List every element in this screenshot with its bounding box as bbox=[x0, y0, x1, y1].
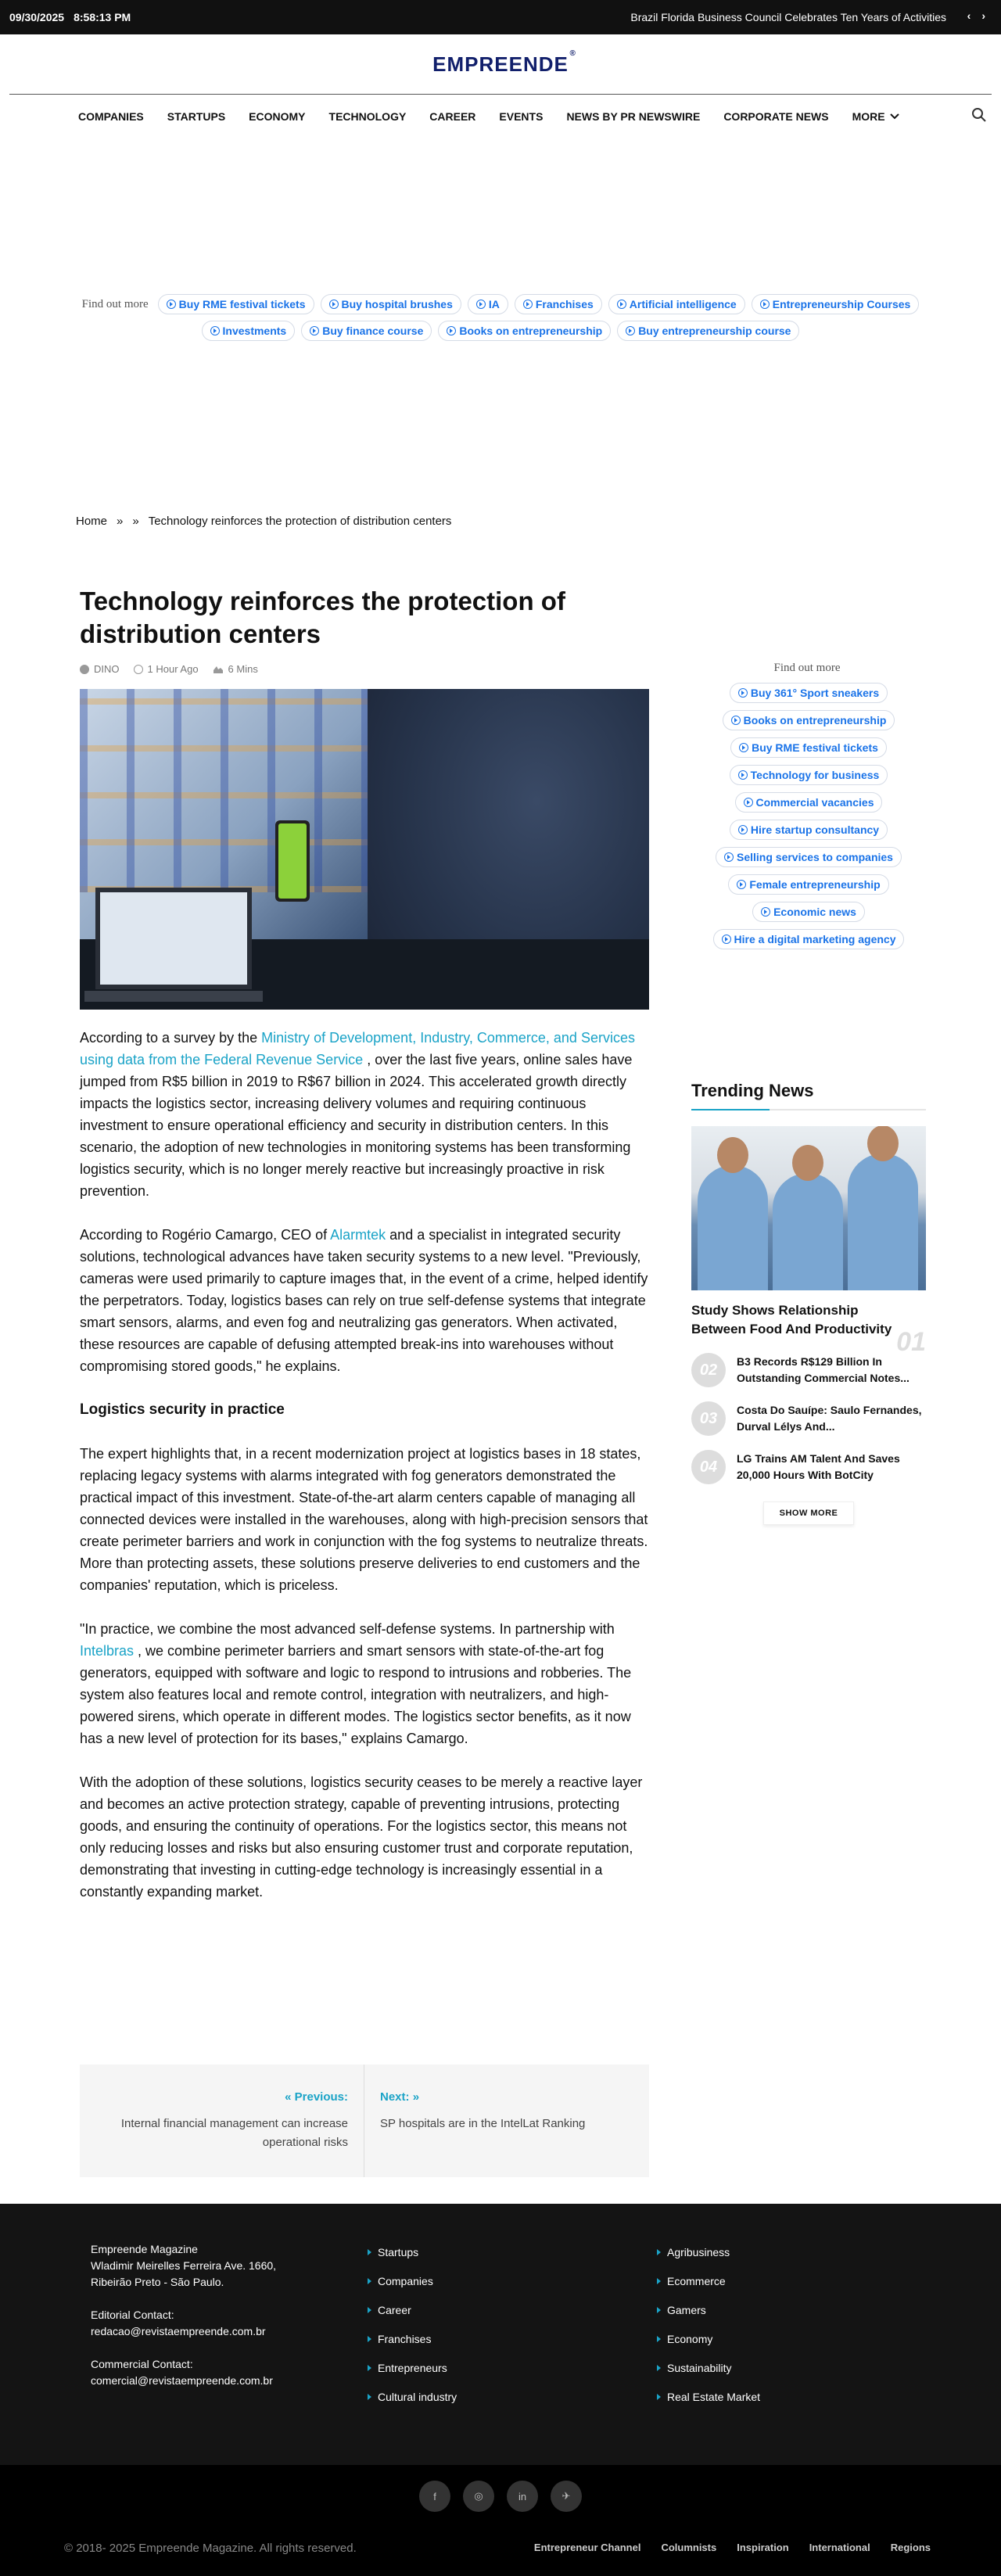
article bbox=[80, 585, 649, 1925]
footer-links-column bbox=[657, 2246, 760, 2420]
sidebar-pill[interactable] bbox=[730, 820, 888, 840]
play-circle-icon bbox=[738, 825, 748, 834]
footer-bottom-link[interactable]: Columnists bbox=[661, 2542, 717, 2553]
pill-label: Economic news bbox=[773, 906, 856, 918]
footer-link[interactable] bbox=[368, 2333, 457, 2345]
paragraph: With the adoption of these solutions, logistics security ceases to be merely a reactive layer and becomes an active protection strategy, capable of preventing intrusions, protecting goods, and ensuring the continuity of operations. For the logistics sector, this means not only reducing losses and risks but also ensuring customer trust and corporate reputation, demonstrating that investing in cutting-edge technology is increasingly essential in a constantly expanding market. bbox=[80, 1774, 643, 1900]
logo-text: EMPREENDE bbox=[432, 52, 569, 76]
find-more-pill[interactable] bbox=[608, 294, 745, 314]
sidebar-pill[interactable] bbox=[723, 710, 895, 730]
sidebar-pill[interactable] bbox=[730, 683, 888, 703]
trending-featured[interactable] bbox=[691, 1301, 926, 1357]
site-header bbox=[0, 34, 1001, 94]
caret-right-icon bbox=[368, 2278, 371, 2284]
trending-item[interactable] bbox=[691, 1450, 926, 1484]
pill-label: Buy finance course bbox=[322, 325, 424, 337]
pill-label: Investments bbox=[222, 325, 287, 337]
find-more-pill[interactable] bbox=[617, 321, 799, 341]
footer-address-line: Ribeirão Preto - São Paulo. bbox=[91, 2276, 224, 2288]
article-author[interactable]: DINO bbox=[94, 663, 120, 675]
commercial-email[interactable]: comercial@revistaempreende.com.br bbox=[91, 2374, 273, 2387]
nav-more[interactable] bbox=[852, 110, 899, 123]
telegram-icon[interactable]: ✈ bbox=[551, 2481, 582, 2512]
play-circle-icon bbox=[737, 880, 746, 889]
footer-link-label: Franchises bbox=[378, 2333, 432, 2345]
pill-label: Buy hospital brushes bbox=[341, 298, 453, 310]
footer-link[interactable] bbox=[657, 2246, 760, 2258]
warehouse-shelves bbox=[80, 689, 408, 892]
next-post[interactable] bbox=[364, 2065, 649, 2177]
section-heading: Logistics security in practice bbox=[80, 1401, 285, 1418]
text: , over the last five years, online sales have jumped from R$5 billion in 2019 to R$67 billion in 2024. This accelerated growth directly impacts the logistics sector, increasing delivery volumes and requiring continuous investment to ensure operational efficiency and security in distribution centers. In this scenario, the adoption of new technologies in monitoring systems has been transforming logistics security, which is no longer merely reactive but increasingly proactive in risk prevention. bbox=[80, 1052, 633, 1199]
double-chevron-left-icon: « bbox=[285, 2090, 292, 2104]
footer-link[interactable] bbox=[657, 2391, 760, 2403]
bottom-bar bbox=[0, 2465, 1001, 2576]
sidebar-pill[interactable] bbox=[713, 929, 905, 949]
chevron-down-icon bbox=[890, 113, 899, 120]
footer-link-label: Entrepreneurs bbox=[378, 2362, 447, 2374]
caret-right-icon bbox=[368, 2394, 371, 2400]
site-footer bbox=[0, 2204, 1001, 2465]
caret-right-icon bbox=[657, 2394, 661, 2400]
ministry-link[interactable]: Ministry of Development, Industry, Commerce, and Services using data from the Federal Revenue Service bbox=[80, 1030, 635, 1067]
play-circle-icon bbox=[761, 907, 770, 917]
sidebar-pill[interactable] bbox=[730, 737, 887, 758]
article-title: Technology reinforces the protection of distribution centers bbox=[80, 587, 565, 648]
find-more-pill[interactable] bbox=[301, 321, 432, 341]
sidebar-find-out-more bbox=[691, 662, 926, 956]
top-bar bbox=[0, 0, 1001, 34]
sidebar-pill[interactable] bbox=[752, 902, 865, 922]
commercial-contact-label: Commercial Contact: bbox=[91, 2358, 193, 2370]
play-circle-icon bbox=[329, 300, 339, 309]
footer-link[interactable] bbox=[368, 2246, 457, 2258]
editorial-email[interactable]: redacao@revistaempreende.com.br bbox=[91, 2325, 266, 2337]
user-icon bbox=[80, 665, 89, 674]
pill-label: Buy RME festival tickets bbox=[752, 741, 878, 754]
post-navigation bbox=[80, 2065, 649, 2177]
trending-item-title: B3 Records R$129 Billion In Outstanding Commercial Notes... bbox=[737, 1355, 910, 1384]
pill-label: Female entrepreneurship bbox=[749, 878, 881, 891]
article-read-time: 6 Mins bbox=[228, 663, 258, 675]
person-figure bbox=[848, 1153, 918, 1290]
footer-link-label: Career bbox=[378, 2304, 411, 2316]
breadcrumb bbox=[76, 515, 451, 528]
ticker-prev-icon[interactable]: ‹ bbox=[967, 9, 971, 22]
find-out-more-label: Find out more bbox=[773, 662, 841, 674]
next-post-title: SP hospitals are in the IntelLat Ranking bbox=[380, 2117, 586, 2130]
caret-right-icon bbox=[657, 2336, 661, 2342]
previous-post[interactable] bbox=[80, 2065, 364, 2177]
footer-link[interactable] bbox=[657, 2362, 760, 2374]
play-circle-icon bbox=[744, 798, 753, 807]
play-circle-icon bbox=[523, 300, 533, 309]
nav-more-label: MORE bbox=[852, 110, 885, 123]
pill-label: Hire a digital marketing agency bbox=[734, 933, 896, 945]
nav-item-pr-newswire[interactable]: NEWS BY PR NEWSWIRE bbox=[566, 110, 701, 123]
footer-bottom-link[interactable]: Regions bbox=[890, 2542, 931, 2553]
play-circle-icon bbox=[310, 326, 319, 335]
footer-bottom-links bbox=[534, 2542, 931, 2553]
pill-label: Commercial vacancies bbox=[755, 796, 874, 809]
play-circle-icon bbox=[476, 300, 486, 309]
footer-bottom-link[interactable]: International bbox=[809, 2542, 870, 2553]
footer-address-line: Wladimir Meirelles Ferreira Ave. 1660, bbox=[91, 2259, 277, 2272]
text: , we combine perimeter barriers and smart sensors with state-of-the-art fog generators, equipped with software and logic to respond to intrusions and robberies. The system also features local and remote control, integration with neutralizers, and high-powered sirens, which operate in different modes. The logistics sector benefits, as it now has a new level of protection for its bases," explains Camargo. bbox=[80, 1643, 632, 1746]
clock-icon bbox=[134, 665, 143, 674]
pill-label: Buy 361° Sport sneakers bbox=[750, 687, 880, 699]
nav-item-startups[interactable]: STARTUPS bbox=[167, 110, 226, 123]
play-circle-icon bbox=[724, 852, 734, 862]
pill-label: Franchises bbox=[535, 298, 594, 310]
trending-item-title: Costa Do Sauípe: Saulo Fernandes, Durval Lélys And... bbox=[737, 1404, 922, 1433]
find-more-pill[interactable] bbox=[202, 321, 296, 341]
text: "In practice, we combine the most advanced self-defense systems. In partnership with bbox=[80, 1621, 615, 1637]
article-meta bbox=[80, 663, 649, 675]
play-circle-icon bbox=[447, 326, 456, 335]
find-more-pill[interactable] bbox=[438, 321, 611, 341]
social-links bbox=[0, 2481, 1001, 2512]
footer-link-label: Economy bbox=[667, 2333, 713, 2345]
text: According to a survey by the bbox=[80, 1030, 262, 1046]
pill-label: Buy entrepreneurship course bbox=[638, 325, 791, 337]
next-label: Next: bbox=[380, 2090, 410, 2104]
sidebar-pill[interactable] bbox=[728, 874, 888, 895]
editorial-contact-label: Editorial Contact: bbox=[91, 2309, 174, 2321]
footer-link-label: Cultural industry bbox=[378, 2391, 457, 2403]
article-body bbox=[80, 1027, 649, 1903]
trending-featured-title: Study Shows Relationship Between Food And Productivity bbox=[691, 1303, 892, 1336]
breadcrumb-home[interactable]: Home bbox=[76, 515, 108, 528]
play-circle-icon bbox=[617, 300, 626, 309]
trending-news bbox=[691, 1081, 926, 1525]
intelbras-link[interactable]: Intelbras bbox=[80, 1643, 135, 1659]
footer-contact bbox=[91, 2241, 276, 2389]
find-out-more-top bbox=[0, 294, 1001, 347]
reading-icon bbox=[213, 665, 224, 674]
pill-label: Books on entrepreneurship bbox=[459, 325, 603, 337]
previous-post-title: Internal financial management can increase operational risks bbox=[120, 2117, 348, 2149]
paragraph: The expert highlights that, in a recent modernization project at logistics bases in 18 states, replacing legacy systems with alarms integrated with fog generators demonstrated the practical impact of this investment. State-of-the-art alarm centers capable of managing all connected devices were installed in the warehouses, along with high-precision sensors that create perimeter barriers and work in conjunction with the fog systems to neutralize threats. More than protecting assets, these solutions preserve deliveries to end customers and the companies' reputation, which is priceless. bbox=[80, 1446, 648, 1593]
footer-link[interactable] bbox=[368, 2391, 457, 2403]
trending-item[interactable] bbox=[691, 1401, 926, 1436]
pill-label: Buy RME festival tickets bbox=[178, 298, 306, 310]
footer-link[interactable] bbox=[368, 2304, 457, 2316]
trending-rank: 01 bbox=[896, 1327, 926, 1357]
trending-item-title: LG Trains AM Talent And Saves 20,000 Hours With BotCity bbox=[737, 1452, 900, 1481]
trending-heading: Trending News bbox=[691, 1081, 926, 1110]
current-date: 09/30/2025 bbox=[9, 11, 65, 23]
caret-right-icon bbox=[657, 2278, 661, 2284]
pill-label: Hire startup consultancy bbox=[750, 823, 880, 836]
breadcrumb-separator: » bbox=[132, 515, 139, 528]
play-circle-icon bbox=[739, 743, 748, 752]
footer-link[interactable] bbox=[657, 2333, 760, 2345]
caret-right-icon bbox=[368, 2365, 371, 2371]
text: According to Rogério Camargo, CEO of bbox=[80, 1227, 331, 1243]
logo-mark: ® bbox=[569, 48, 576, 58]
trending-rank: 04 bbox=[691, 1450, 726, 1484]
footer-link[interactable] bbox=[657, 2275, 760, 2287]
breadcrumb-separator: » bbox=[117, 515, 124, 528]
person-figure bbox=[773, 1173, 843, 1290]
find-more-pill[interactable] bbox=[752, 294, 920, 314]
text: and a specialist in integrated security solutions, technological advances have taken security systems to a new level. "Previously, cameras were used primarily to capture images that, in the event of a crime, helped identify the perpetrators. Today, logistics bases can rely on true self-defense systems that integrate smart sensors, alarms, and even fog and neutralizing gas generators. When activated, these resources are capable of defusing attempted break-ins into warehouses without compromising stored goods," he explains. bbox=[80, 1227, 648, 1374]
footer-link-label: Real Estate Market bbox=[667, 2391, 761, 2403]
caret-right-icon bbox=[368, 2307, 371, 2313]
paragraph bbox=[80, 1618, 649, 1749]
nav-item-career[interactable]: CAREER bbox=[429, 110, 476, 123]
play-circle-icon bbox=[722, 935, 731, 944]
caret-right-icon bbox=[368, 2336, 371, 2342]
caret-right-icon bbox=[368, 2249, 371, 2255]
footer-link-label: Agribusiness bbox=[667, 2246, 730, 2258]
trending-item[interactable] bbox=[691, 1353, 926, 1387]
pill-label: Technology for business bbox=[750, 769, 880, 781]
play-circle-icon bbox=[738, 770, 748, 780]
footer-link-label: Startups bbox=[378, 2246, 419, 2258]
nav-item-events[interactable]: EVENTS bbox=[499, 110, 544, 123]
instagram-icon[interactable]: ◎ bbox=[463, 2481, 494, 2512]
pill-label: Selling services to companies bbox=[737, 851, 893, 863]
play-circle-icon bbox=[167, 300, 176, 309]
article-time: 1 Hour Ago bbox=[147, 663, 199, 675]
find-more-pill[interactable] bbox=[468, 294, 508, 314]
footer-link[interactable] bbox=[368, 2362, 457, 2374]
news-ticker[interactable]: Brazil Florida Business Council Celebrates Ten Years of Activities bbox=[630, 11, 946, 23]
show-more-button[interactable]: SHOW MORE bbox=[763, 1501, 854, 1525]
footer-link-label: Companies bbox=[378, 2275, 433, 2287]
footer-link[interactable] bbox=[368, 2275, 457, 2287]
footer-bottom-link[interactable]: Inspiration bbox=[737, 2542, 789, 2553]
alarmtek-link[interactable]: Alarmtek bbox=[330, 1227, 386, 1243]
site-logo[interactable] bbox=[432, 48, 576, 77]
person-figure bbox=[698, 1165, 768, 1290]
footer-link-label: Ecommerce bbox=[667, 2275, 726, 2287]
linkedin-icon[interactable]: in bbox=[507, 2481, 538, 2512]
pill-label: IA bbox=[488, 298, 500, 310]
find-more-pill[interactable] bbox=[321, 294, 461, 314]
caret-right-icon bbox=[657, 2307, 661, 2313]
nav-item-economy[interactable]: ECONOMY bbox=[249, 110, 306, 123]
pill-label: Artificial intelligence bbox=[629, 298, 737, 310]
main-nav bbox=[0, 95, 1001, 138]
smartphone bbox=[275, 820, 310, 902]
footer-link-label: Sustainability bbox=[667, 2362, 732, 2374]
pill-label: Entrepreneurship Courses bbox=[772, 298, 911, 310]
play-circle-icon bbox=[760, 300, 770, 309]
phone-screen bbox=[278, 823, 307, 899]
play-circle-icon bbox=[738, 688, 748, 698]
footer-link-label: Gamers bbox=[667, 2304, 706, 2316]
play-circle-icon bbox=[210, 326, 220, 335]
nav-item-companies[interactable]: COMPANIES bbox=[78, 110, 144, 123]
paragraph bbox=[80, 1027, 649, 1202]
double-chevron-right-icon: » bbox=[412, 2090, 420, 2104]
search-icon[interactable] bbox=[971, 107, 987, 123]
footer-company-name: Empreende Magazine bbox=[91, 2243, 198, 2255]
nav-item-corporate-news[interactable]: CORPORATE NEWS bbox=[723, 110, 829, 123]
facebook-icon[interactable]: f bbox=[419, 2481, 450, 2512]
find-more-pill[interactable] bbox=[515, 294, 602, 314]
caret-right-icon bbox=[657, 2249, 661, 2255]
footer-link[interactable] bbox=[657, 2304, 760, 2316]
nav-item-technology[interactable]: TECHNOLOGY bbox=[328, 110, 407, 123]
previous-label: Previous: bbox=[294, 2090, 348, 2104]
sidebar-pill[interactable] bbox=[730, 765, 888, 785]
play-circle-icon bbox=[626, 326, 635, 335]
find-more-pill[interactable] bbox=[158, 294, 314, 314]
current-time: 8:58:13 PM bbox=[74, 11, 131, 23]
breadcrumb-current: Technology reinforces the protection of distribution centers bbox=[148, 515, 452, 528]
play-circle-icon bbox=[731, 716, 741, 725]
laptop bbox=[95, 888, 252, 989]
sidebar-pill[interactable] bbox=[716, 847, 902, 867]
footer-links-column bbox=[368, 2246, 457, 2420]
ticker-next-icon[interactable]: › bbox=[981, 9, 985, 22]
caret-right-icon bbox=[657, 2365, 661, 2371]
trending-rank: 02 bbox=[691, 1353, 726, 1387]
trending-rank: 03 bbox=[691, 1401, 726, 1436]
footer-bottom-link[interactable]: Entrepreneur Channel bbox=[533, 2542, 641, 2553]
copyright: © 2018- 2025 Empreende Magazine. All rights reserved. bbox=[64, 2542, 357, 2555]
trending-featured-image[interactable] bbox=[691, 1126, 926, 1290]
sidebar-pill[interactable] bbox=[735, 792, 883, 813]
paragraph bbox=[80, 1224, 649, 1377]
pill-label: Books on entrepreneurship bbox=[743, 714, 887, 727]
find-out-more-label: Find out more bbox=[81, 297, 149, 310]
article-hero-image bbox=[80, 689, 649, 1010]
